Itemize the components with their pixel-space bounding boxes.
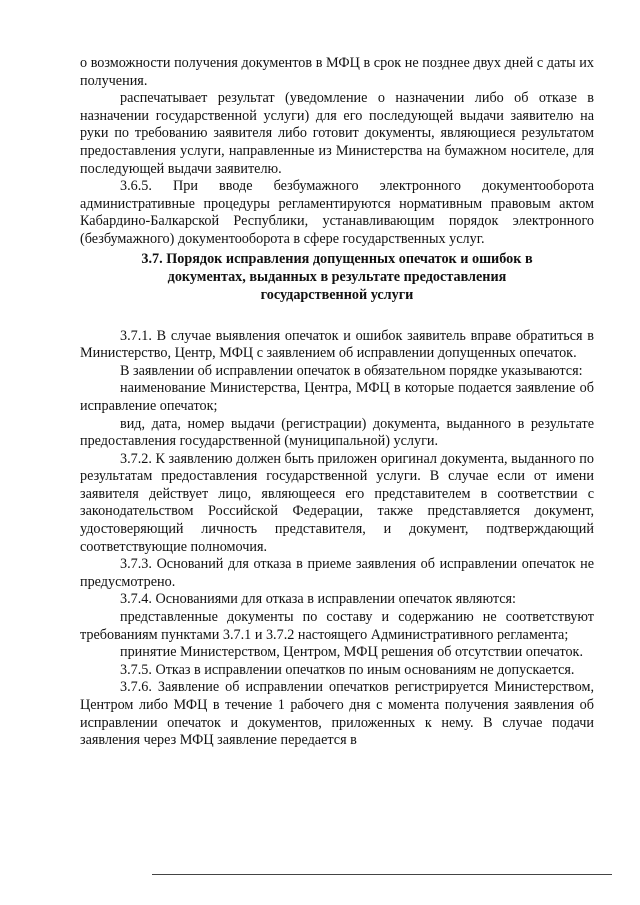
paragraph: вид, дата, номер выдачи (регистрации) документа, выданного в результате предоставления государственной (муниципальной) услуги. <box>80 415 594 450</box>
paragraph: 3.7.4. Основаниями для отказа в исправлении опечаток являются: <box>120 591 517 608</box>
paragraph: о возможности получения документов в МФЦ в срок не позднее двух дней с даты их получения. <box>80 55 594 89</box>
paragraph: 3.7.6. Заявление об исправлении опечатков регистрируется Министерством, Центром либо МФЦ в течение 1 рабочего дня с момента получения заявления об исправлении опечаток и документов, приложенных к нему. В случае подачи заявления через МФЦ заявление передается в <box>80 679 594 749</box>
paragraph: В заявлении об исправлении опечаток в обязательном порядке указываются: <box>120 362 583 379</box>
paragraph: принятие Министерством, Центром, МФЦ решения об отсутствии опечаток. <box>120 644 583 661</box>
document-page <box>80 55 594 750</box>
paragraph: 3.7.2. К заявлению должен быть приложен оригинал документа, выданного по результатам предоставления государственной услуги. В случае если от имени заявителя действует лицо, являющееся его представителем в соответствии с законодательством Российской Федерации, также представляется документ, удостоверяющий личность представителя, и документ, подтверждающий соответствующие полномочия. <box>80 450 594 555</box>
footer-divider <box>152 874 612 875</box>
paragraph: 3.7.3. Оснований для отказа в приеме заявления об исправлении опечаток не предусмотрено. <box>80 556 594 590</box>
paragraph: представленные документы по составу и содержанию не соответствуют требованиям пунктами 3.7.1 и 3.7.2 настоящего Административного регламента; <box>80 609 594 643</box>
paragraph: 3.7.5. Отказ в исправлении опечатков по иным основаниям не допускается. <box>120 661 575 678</box>
paragraph: наименование Министерства, Центра, МФЦ в которые подается заявление об исправление опечаток; <box>80 380 594 414</box>
paragraph: 3.6.5. При вводе безбумажного электронного документооборота административные процедуры регламентируются нормативным правовым актом Кабардино-Балкарской Республики, устанавливающим порядок электронного (безбумажного) документооборота в сфере государственных услуг. <box>80 178 594 247</box>
paragraph: распечатывает результат (уведомление о назначении либо об отказе в назначении государственной услуги) для его последующей выдачи заявителю на руки по требованию заявителя либо готовит документы, являющиеся результатом предоставления услуги, направленные из Министерства на бумажном носителе, для последующей выдачи заявителю. <box>80 90 594 177</box>
paragraph: 3.7.1. В случае выявления опечаток и ошибок заявитель вправе обратиться в Министерство, Центр, МФЦ с заявлением об исправлении допущенных опечаток. <box>80 327 594 362</box>
section-heading: 3.7. Порядок исправления допущенных опечаток и ошибок в документах, выданных в результате предоставления государственной услуги <box>141 250 533 303</box>
